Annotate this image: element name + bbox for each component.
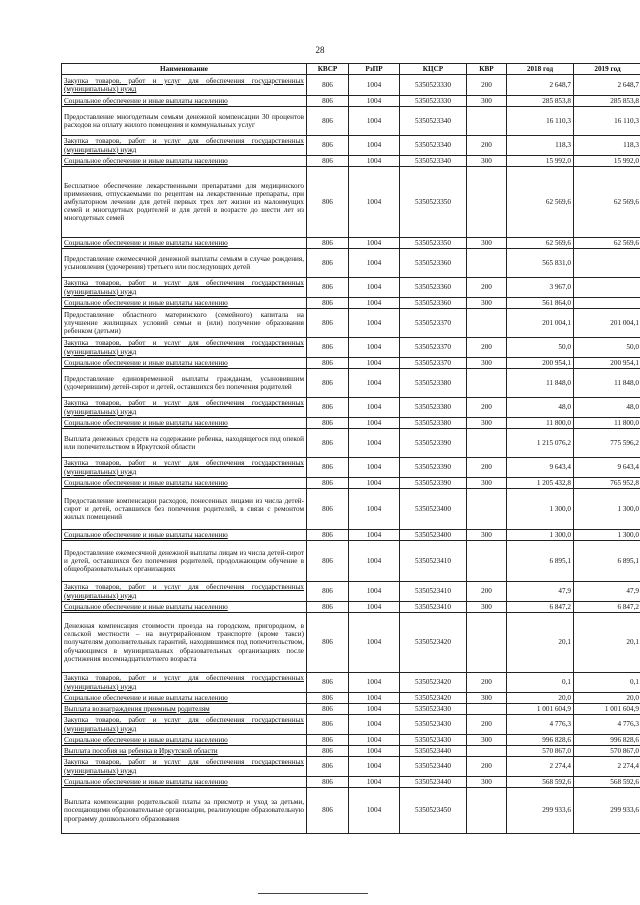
cell-kvr: 200 xyxy=(467,757,507,777)
cell-rzpr: 1004 xyxy=(349,96,400,107)
cell-rzpr: 1004 xyxy=(349,458,400,478)
cell-kvr: 300 xyxy=(467,693,507,704)
cell-kcsr: 5350523380 xyxy=(400,369,467,398)
cell-kcsr: 5350523430 xyxy=(400,704,467,715)
cell-rzpr: 1004 xyxy=(349,489,400,530)
cell-kcsr: 5350523380 xyxy=(400,398,467,418)
header-rzpr: РзПР xyxy=(349,64,400,75)
cell-y2018: 561 864,0 xyxy=(507,298,574,309)
table-row xyxy=(62,418,640,429)
cell-y2018: 1 205 432,8 xyxy=(507,478,574,489)
table-row xyxy=(62,613,640,673)
cell-kcsr: 5350523360 xyxy=(400,249,467,278)
cell-kvr xyxy=(467,613,507,673)
cell-name: Предоставление ежемесячной денежной выплаты семьям в случае рождения, усыновления (удочерения) третьего или последующих детей xyxy=(62,249,307,278)
cell-y2018: 1 300,0 xyxy=(507,489,574,530)
header-name: Наименование xyxy=(62,64,307,75)
table-row xyxy=(62,358,640,369)
cell-name: Закупка товаров, работ и услуг для обеспечения государственных (муниципальных) нужд xyxy=(62,136,307,156)
cell-kvr: 200 xyxy=(467,278,507,298)
cell-y2019: 20,0 xyxy=(574,693,640,704)
cell-y2019: 996 828,6 xyxy=(574,735,640,746)
cell-kvr xyxy=(467,746,507,757)
cell-kcsr: 5350523420 xyxy=(400,693,467,704)
cell-rzpr: 1004 xyxy=(349,358,400,369)
header-2018: 2018 год xyxy=(507,64,574,75)
cell-name: Социальное обеспечение и иные выплаты населению xyxy=(62,693,307,704)
cell-kvr: 300 xyxy=(467,602,507,613)
cell-kvsr: 806 xyxy=(307,309,349,338)
cell-kcsr: 5350523420 xyxy=(400,673,467,693)
cell-y2019: 765 952,8 xyxy=(574,478,640,489)
cell-name: Социальное обеспечение и иные выплаты населению xyxy=(62,156,307,167)
cell-y2018: 118,3 xyxy=(507,136,574,156)
cell-y2018: 9 643,4 xyxy=(507,458,574,478)
cell-kvsr: 806 xyxy=(307,530,349,541)
cell-y2018: 16 110,3 xyxy=(507,107,574,136)
cell-kvsr: 806 xyxy=(307,107,349,136)
cell-y2018: 6 847,2 xyxy=(507,602,574,613)
cell-kvr: 300 xyxy=(467,777,507,788)
cell-y2019: 775 596,2 xyxy=(574,429,640,458)
cell-kcsr: 5350523410 xyxy=(400,602,467,613)
cell-name: Закупка товаров, работ и услуг для обеспечения государственных (муниципальных) нужд xyxy=(62,338,307,358)
cell-kvsr: 806 xyxy=(307,278,349,298)
table-row xyxy=(62,715,640,735)
cell-rzpr: 1004 xyxy=(349,238,400,249)
table-header-row xyxy=(62,64,640,75)
table-row xyxy=(62,298,640,309)
cell-name: Предоставление ежемесячной денежной выплаты лицам из числа детей-сирот и детей, оставшихся без попечения родителей, продолжающим обучение в общеобразовательных организациях xyxy=(62,541,307,582)
cell-name: Предоставление областного материнского (семейного) капитала на улучшение жилищных условий семьи и (или) получение образования ребенком (детьми) xyxy=(62,309,307,338)
cell-kvr xyxy=(467,167,507,238)
cell-rzpr: 1004 xyxy=(349,278,400,298)
cell-kvr: 200 xyxy=(467,458,507,478)
cell-kvsr: 806 xyxy=(307,167,349,238)
cell-kvr: 300 xyxy=(467,530,507,541)
cell-rzpr: 1004 xyxy=(349,704,400,715)
table-row xyxy=(62,489,640,530)
cell-kcsr: 5350523430 xyxy=(400,735,467,746)
cell-rzpr: 1004 xyxy=(349,136,400,156)
cell-y2019: 118,3 xyxy=(574,136,640,156)
cell-kvsr: 806 xyxy=(307,602,349,613)
cell-kvsr: 806 xyxy=(307,693,349,704)
cell-name: Выплата пособия на ребенка в Иркутской области xyxy=(62,746,307,757)
cell-y2019: 0,1 xyxy=(574,673,640,693)
cell-name: Социальное обеспечение и иные выплаты населению xyxy=(62,530,307,541)
cell-kvr xyxy=(467,107,507,136)
cell-name: Закупка товаров, работ и услуг для обеспечения государственных (муниципальных) нужд xyxy=(62,75,307,96)
cell-kcsr: 5350523420 xyxy=(400,613,467,673)
cell-name: Социальное обеспечение и иные выплаты населению xyxy=(62,777,307,788)
cell-rzpr: 1004 xyxy=(349,582,400,602)
cell-y2019: 570 867,0 xyxy=(574,746,640,757)
cell-y2019: 2 274,4 xyxy=(574,757,640,777)
budget-table xyxy=(61,63,640,834)
cell-kcsr: 5350523400 xyxy=(400,530,467,541)
cell-rzpr: 1004 xyxy=(349,777,400,788)
header-kcsr: КЦСР xyxy=(400,64,467,75)
cell-name: Денежная компенсация стоимости проезда на городском, пригородном, в сельской местности – на внутрирайонном транспорте (кроме такси) получателям дополнительных гарантий, находившимся под попечительством, обучающимся в муниципальных образовательных организациях после достижения восемнадцатилетнего возраста xyxy=(62,613,307,673)
cell-kvsr: 806 xyxy=(307,746,349,757)
cell-y2019: 1 300,0 xyxy=(574,489,640,530)
table-row xyxy=(62,96,640,107)
cell-kvsr: 806 xyxy=(307,136,349,156)
cell-name: Предоставление компенсации расходов, понесенных лицами из числа детей-сирот и детей, оставшихся без попечения родителей, в связи с ремонтом жилых помещений xyxy=(62,489,307,530)
cell-kvr: 300 xyxy=(467,478,507,489)
table-row xyxy=(62,249,640,278)
cell-kvr: 200 xyxy=(467,715,507,735)
header-kvsr: КВСР xyxy=(307,64,349,75)
cell-kvr: 300 xyxy=(467,298,507,309)
cell-kvr: 200 xyxy=(467,75,507,96)
cell-y2018: 48,0 xyxy=(507,398,574,418)
table-row xyxy=(62,478,640,489)
cell-rzpr: 1004 xyxy=(349,735,400,746)
cell-rzpr: 1004 xyxy=(349,107,400,136)
cell-y2018: 11 800,0 xyxy=(507,418,574,429)
cell-kvr xyxy=(467,541,507,582)
cell-kvsr: 806 xyxy=(307,238,349,249)
cell-y2019: 15 992,0 xyxy=(574,156,640,167)
table-row xyxy=(62,704,640,715)
table-row xyxy=(62,735,640,746)
cell-y2018: 1 001 604,9 xyxy=(507,704,574,715)
cell-kcsr: 5350523370 xyxy=(400,358,467,369)
cell-kvr: 300 xyxy=(467,735,507,746)
cell-kvsr: 806 xyxy=(307,249,349,278)
cell-kcsr: 5350523350 xyxy=(400,167,467,238)
cell-name: Закупка товаров, работ и услуг для обеспечения государственных (муниципальных) нужд xyxy=(62,582,307,602)
cell-y2019: 299 933,6 xyxy=(574,788,640,834)
cell-rzpr: 1004 xyxy=(349,788,400,834)
cell-kcsr: 5350523360 xyxy=(400,278,467,298)
cell-kvr: 200 xyxy=(467,136,507,156)
cell-y2018: 2 648,7 xyxy=(507,75,574,96)
cell-kcsr: 5350523440 xyxy=(400,757,467,777)
table-row xyxy=(62,582,640,602)
table-row xyxy=(62,278,640,298)
cell-kvr xyxy=(467,369,507,398)
table-row xyxy=(62,693,640,704)
cell-kvr: 300 xyxy=(467,418,507,429)
cell-kvsr: 806 xyxy=(307,358,349,369)
cell-kvsr: 806 xyxy=(307,75,349,96)
cell-kcsr: 5350523380 xyxy=(400,418,467,429)
cell-kvsr: 806 xyxy=(307,418,349,429)
cell-rzpr: 1004 xyxy=(349,298,400,309)
cell-name: Социальное обеспечение и иные выплаты населению xyxy=(62,602,307,613)
cell-kvr xyxy=(467,489,507,530)
cell-kcsr: 5350523430 xyxy=(400,715,467,735)
cell-rzpr: 1004 xyxy=(349,746,400,757)
table-row xyxy=(62,156,640,167)
cell-y2018: 201 004,1 xyxy=(507,309,574,338)
cell-kvsr: 806 xyxy=(307,757,349,777)
cell-kcsr: 5350523410 xyxy=(400,541,467,582)
cell-name: Выплата компенсации родительской платы за присмотр и уход за детьми, посещающими образовательные организации, реализующие образовательную программу дошкольного образования xyxy=(62,788,307,834)
cell-y2018: 62 569,6 xyxy=(507,238,574,249)
cell-kcsr: 5350523440 xyxy=(400,746,467,757)
cell-rzpr: 1004 xyxy=(349,249,400,278)
cell-name: Выплата вознаграждения приемным родителям xyxy=(62,704,307,715)
cell-kvsr: 806 xyxy=(307,458,349,478)
table-row xyxy=(62,167,640,238)
cell-y2019: 201 004,1 xyxy=(574,309,640,338)
cell-kvr: 300 xyxy=(467,238,507,249)
cell-y2019: 62 569,6 xyxy=(574,238,640,249)
cell-rzpr: 1004 xyxy=(349,757,400,777)
cell-name: Социальное обеспечение и иные выплаты населению xyxy=(62,418,307,429)
cell-y2019 xyxy=(574,249,640,278)
cell-y2019: 47,9 xyxy=(574,582,640,602)
cell-kvr: 200 xyxy=(467,582,507,602)
cell-kcsr: 5350523450 xyxy=(400,788,467,834)
cell-y2019: 9 643,4 xyxy=(574,458,640,478)
cell-rzpr: 1004 xyxy=(349,613,400,673)
cell-y2019: 48,0 xyxy=(574,398,640,418)
table-row xyxy=(62,673,640,693)
cell-y2019: 568 592,6 xyxy=(574,777,640,788)
cell-name: Бесплатное обеспечение лекарственными препаратами для медицинского применения, отпускаемыми по рецептам на лекарственные препараты, при амбулаторном лечении для детей первых трех лет жизни из малоимущих семей и многодетных родителей и для детей в возрасте до шести лет из многодетных семей xyxy=(62,167,307,238)
cell-y2019: 4 776,3 xyxy=(574,715,640,735)
cell-y2018: 2 274,4 xyxy=(507,757,574,777)
cell-kcsr: 5350523440 xyxy=(400,777,467,788)
cell-name: Социальное обеспечение и иные выплаты населению xyxy=(62,735,307,746)
cell-name: Закупка товаров, работ и услуг для обеспечения государственных (муниципальных) нужд xyxy=(62,458,307,478)
cell-kvr: 300 xyxy=(467,156,507,167)
cell-rzpr: 1004 xyxy=(349,602,400,613)
cell-kvr: 200 xyxy=(467,673,507,693)
cell-rzpr: 1004 xyxy=(349,167,400,238)
table-row xyxy=(62,429,640,458)
cell-y2018: 3 967,0 xyxy=(507,278,574,298)
cell-y2018: 996 828,6 xyxy=(507,735,574,746)
cell-kcsr: 5350523340 xyxy=(400,107,467,136)
cell-rzpr: 1004 xyxy=(349,715,400,735)
cell-y2019: 62 569,6 xyxy=(574,167,640,238)
cell-y2019: 6 895,1 xyxy=(574,541,640,582)
cell-kvsr: 806 xyxy=(307,582,349,602)
cell-kvr: 200 xyxy=(467,338,507,358)
cell-name: Закупка товаров, работ и услуг для обеспечения государственных (муниципальных) нужд xyxy=(62,398,307,418)
cell-rzpr: 1004 xyxy=(349,369,400,398)
cell-y2018: 1 215 076,2 xyxy=(507,429,574,458)
cell-kcsr: 5350523340 xyxy=(400,136,467,156)
table-row xyxy=(62,309,640,338)
cell-rzpr: 1004 xyxy=(349,338,400,358)
cell-y2018: 568 592,6 xyxy=(507,777,574,788)
cell-kvr xyxy=(467,249,507,278)
cell-rzpr: 1004 xyxy=(349,478,400,489)
cell-rzpr: 1004 xyxy=(349,156,400,167)
cell-kvr xyxy=(467,788,507,834)
cell-y2019: 200 954,1 xyxy=(574,358,640,369)
cell-y2018: 6 895,1 xyxy=(507,541,574,582)
cell-y2019: 50,0 xyxy=(574,338,640,358)
cell-y2018: 15 992,0 xyxy=(507,156,574,167)
cell-y2019 xyxy=(574,278,640,298)
cell-y2019: 1 300,0 xyxy=(574,530,640,541)
table-row xyxy=(62,369,640,398)
cell-y2018: 20,1 xyxy=(507,613,574,673)
cell-y2019: 20,1 xyxy=(574,613,640,673)
cell-name: Социальное обеспечение и иные выплаты населению xyxy=(62,358,307,369)
table-row xyxy=(62,338,640,358)
cell-kcsr: 5350523390 xyxy=(400,458,467,478)
cell-kcsr: 5350523360 xyxy=(400,298,467,309)
cell-name: Закупка товаров, работ и услуг для обеспечения государственных (муниципальных) нужд xyxy=(62,757,307,777)
cell-kcsr: 5350523390 xyxy=(400,478,467,489)
cell-kvsr: 806 xyxy=(307,735,349,746)
cell-rzpr: 1004 xyxy=(349,418,400,429)
cell-y2018: 11 848,0 xyxy=(507,369,574,398)
cell-kvsr: 806 xyxy=(307,489,349,530)
table-row xyxy=(62,602,640,613)
header-2019: 2019 год xyxy=(574,64,640,75)
table-row xyxy=(62,788,640,834)
cell-name: Социальное обеспечение и иные выплаты населению xyxy=(62,298,307,309)
table-row xyxy=(62,757,640,777)
header-kvr: КВР xyxy=(467,64,507,75)
cell-y2018: 565 831,0 xyxy=(507,249,574,278)
cell-name: Закупка товаров, работ и услуг для обеспечения государственных (муниципальных) нужд xyxy=(62,278,307,298)
cell-y2018: 0,1 xyxy=(507,673,574,693)
cell-name: Предоставление многодетным семьям денежной компенсации 30 процентов расходов на оплату жилого помещения и коммунальных услуг xyxy=(62,107,307,136)
cell-y2018: 47,9 xyxy=(507,582,574,602)
cell-kvr xyxy=(467,704,507,715)
cell-y2018: 285 853,8 xyxy=(507,96,574,107)
cell-y2019: 16 110,3 xyxy=(574,107,640,136)
cell-y2018: 62 569,6 xyxy=(507,167,574,238)
cell-name: Социальное обеспечение и иные выплаты населению xyxy=(62,478,307,489)
table-row xyxy=(62,136,640,156)
cell-y2018: 570 867,0 xyxy=(507,746,574,757)
cell-y2019: 1 001 604,9 xyxy=(574,704,640,715)
table-row xyxy=(62,238,640,249)
cell-kvsr: 806 xyxy=(307,429,349,458)
cell-y2018: 4 776,3 xyxy=(507,715,574,735)
cell-y2018: 299 933,6 xyxy=(507,788,574,834)
footer-divider xyxy=(258,893,368,894)
cell-name: Социальное обеспечение и иные выплаты населению xyxy=(62,238,307,249)
cell-kvsr: 806 xyxy=(307,613,349,673)
table-row xyxy=(62,398,640,418)
cell-y2018: 20,0 xyxy=(507,693,574,704)
cell-kcsr: 5350523350 xyxy=(400,238,467,249)
cell-kcsr: 5350523400 xyxy=(400,489,467,530)
cell-kvsr: 806 xyxy=(307,788,349,834)
cell-rzpr: 1004 xyxy=(349,541,400,582)
cell-kcsr: 5350523390 xyxy=(400,429,467,458)
table-row xyxy=(62,541,640,582)
cell-kvsr: 806 xyxy=(307,338,349,358)
cell-kcsr: 5350523330 xyxy=(400,96,467,107)
cell-y2019: 6 847,2 xyxy=(574,602,640,613)
cell-name: Выплата денежных средств на содержание ребенка, находящегося под опекой или попечительством в Иркутской области xyxy=(62,429,307,458)
table-row xyxy=(62,458,640,478)
table-row xyxy=(62,777,640,788)
cell-y2019: 11 800,0 xyxy=(574,418,640,429)
cell-kcsr: 5350523410 xyxy=(400,582,467,602)
table-row xyxy=(62,107,640,136)
table-row xyxy=(62,530,640,541)
cell-kvr: 300 xyxy=(467,96,507,107)
cell-kvsr: 806 xyxy=(307,398,349,418)
cell-y2019: 285 853,8 xyxy=(574,96,640,107)
cell-name: Закупка товаров, работ и услуг для обеспечения государственных (муниципальных) нужд xyxy=(62,715,307,735)
cell-kvsr: 806 xyxy=(307,777,349,788)
cell-kcsr: 5350523340 xyxy=(400,156,467,167)
cell-kvsr: 806 xyxy=(307,673,349,693)
table-body xyxy=(62,75,640,834)
cell-kvsr: 806 xyxy=(307,704,349,715)
cell-kcsr: 5350523370 xyxy=(400,338,467,358)
table-row xyxy=(62,75,640,96)
cell-rzpr: 1004 xyxy=(349,398,400,418)
cell-y2018: 200 954,1 xyxy=(507,358,574,369)
cell-y2019: 11 848,0 xyxy=(574,369,640,398)
cell-kvsr: 806 xyxy=(307,715,349,735)
cell-kcsr: 5350523330 xyxy=(400,75,467,96)
cell-y2018: 1 300,0 xyxy=(507,530,574,541)
cell-kvsr: 806 xyxy=(307,478,349,489)
cell-rzpr: 1004 xyxy=(349,530,400,541)
cell-kvr: 300 xyxy=(467,358,507,369)
cell-kcsr: 5350523370 xyxy=(400,309,467,338)
cell-kvsr: 806 xyxy=(307,96,349,107)
table-row xyxy=(62,746,640,757)
cell-kvr xyxy=(467,309,507,338)
cell-name: Социальное обеспечение и иные выплаты населению xyxy=(62,96,307,107)
page-number: 28 xyxy=(315,45,325,55)
cell-kvsr: 806 xyxy=(307,369,349,398)
cell-y2018: 50,0 xyxy=(507,338,574,358)
cell-y2019 xyxy=(574,298,640,309)
cell-rzpr: 1004 xyxy=(349,75,400,96)
cell-kvr xyxy=(467,429,507,458)
cell-kvsr: 806 xyxy=(307,298,349,309)
cell-kvsr: 806 xyxy=(307,541,349,582)
cell-rzpr: 1004 xyxy=(349,429,400,458)
cell-y2019: 2 648,7 xyxy=(574,75,640,96)
cell-rzpr: 1004 xyxy=(349,309,400,338)
cell-rzpr: 1004 xyxy=(349,693,400,704)
cell-name: Предоставление единовременной выплаты гражданам, усыновившим (удочерившим) детей-сирот и детей, оставшихся без попечения родителей xyxy=(62,369,307,398)
cell-kvr: 200 xyxy=(467,398,507,418)
cell-kvsr: 806 xyxy=(307,156,349,167)
cell-rzpr: 1004 xyxy=(349,673,400,693)
cell-name: Закупка товаров, работ и услуг для обеспечения государственных (муниципальных) нужд xyxy=(62,673,307,693)
